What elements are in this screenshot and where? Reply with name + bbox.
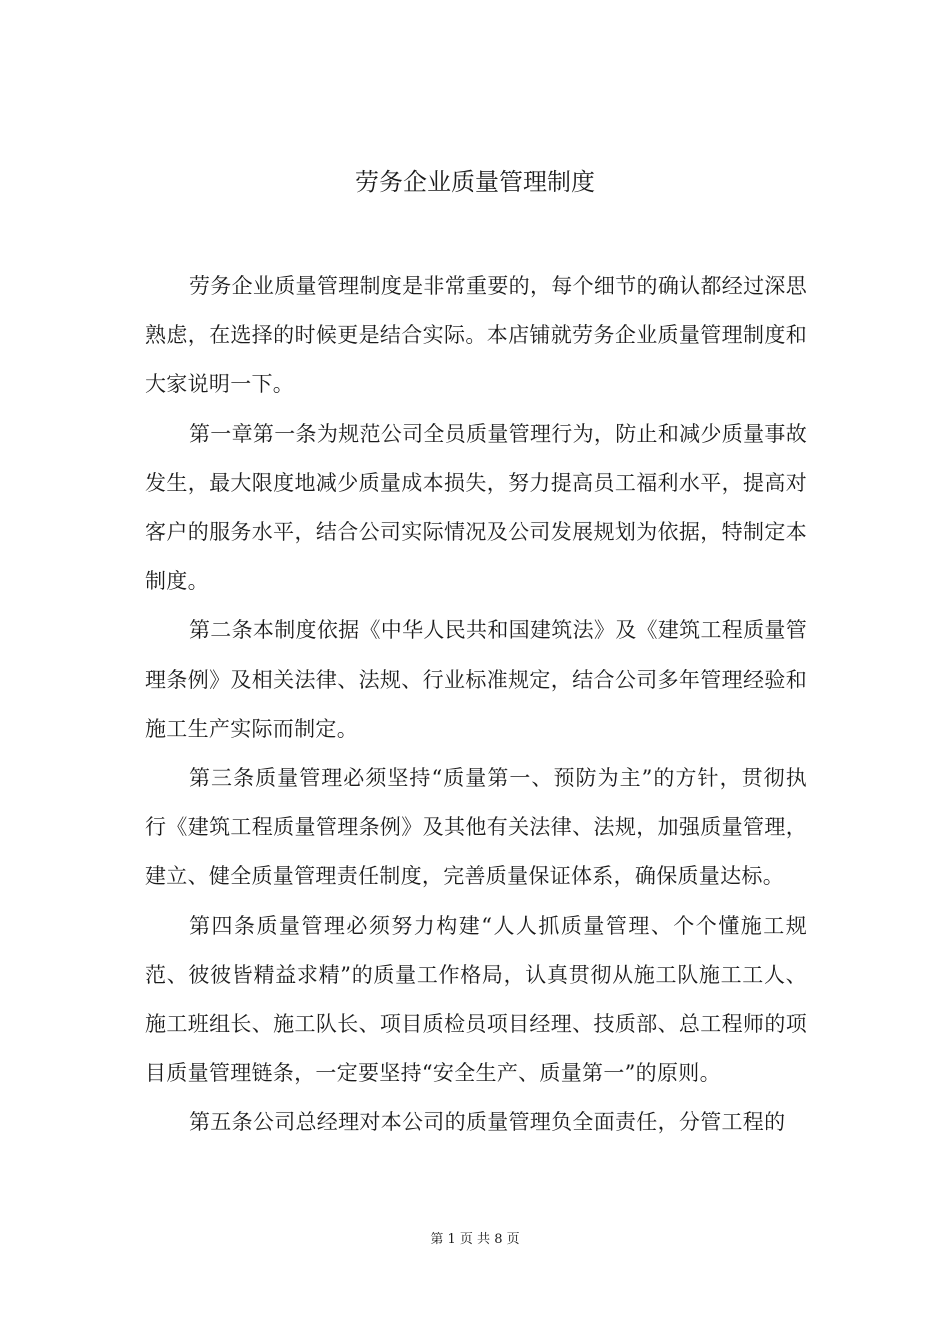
paragraph-article-3: 第三条质量管理必须坚持“质量第一、预防为主”的方针，贯彻执行《建筑工程质量管理条例》及其他有关法律、法规，加强质量管理，建立、健全质量管理责任制度，完善质量保证体系，确保质量达标。 — [145, 766, 807, 889]
paragraph-article-5: 第五条公司总经理对本公司的质量管理负全面责任，分管工程的 — [189, 1110, 786, 1135]
paragraph-article-2: 第二条本制度依据《中华人民共和国建筑法》及《建筑工程质量管理条例》及相关法律、法规、行业标准规定，结合公司多年管理经验和施工生产实际而制定。 — [145, 618, 807, 741]
document-title: 劳务企业质量管理制度 — [355, 168, 595, 196]
page-number-footer: 第 1 页 共 8 页 — [430, 1232, 520, 1247]
paragraph-article-1: 第一章第一条为规范公司全员质量管理行为，防止和减少质量事故发生，最大限度地减少质量成本损失，努力提高员工福利水平，提高对客户的服务水平，结合公司实际情况及公司发展规划为依据，特制定本制度。 — [145, 421, 807, 594]
paragraph-intro: 劳务企业质量管理制度是非常重要的，每个细节的确认都经过深思熟虑，在选择的时候更是结合实际。本店铺就劳务企业质量管理制度和大家说明一下。 — [145, 274, 807, 397]
paragraph-article-4: 第四条质量管理必须努力构建“人人抓质量管理、个个懂施工规范、彼彼皆精益求精”的质量工作格局，认真贯彻从施工队施工工人、施工班组长、施工队长、项目质检员项目经理、技质部、总工程师的项目质量管理链条，一定要坚持“安全生产、质量第一”的原则。 — [145, 913, 807, 1086]
document-body — [145, 262, 807, 1148]
